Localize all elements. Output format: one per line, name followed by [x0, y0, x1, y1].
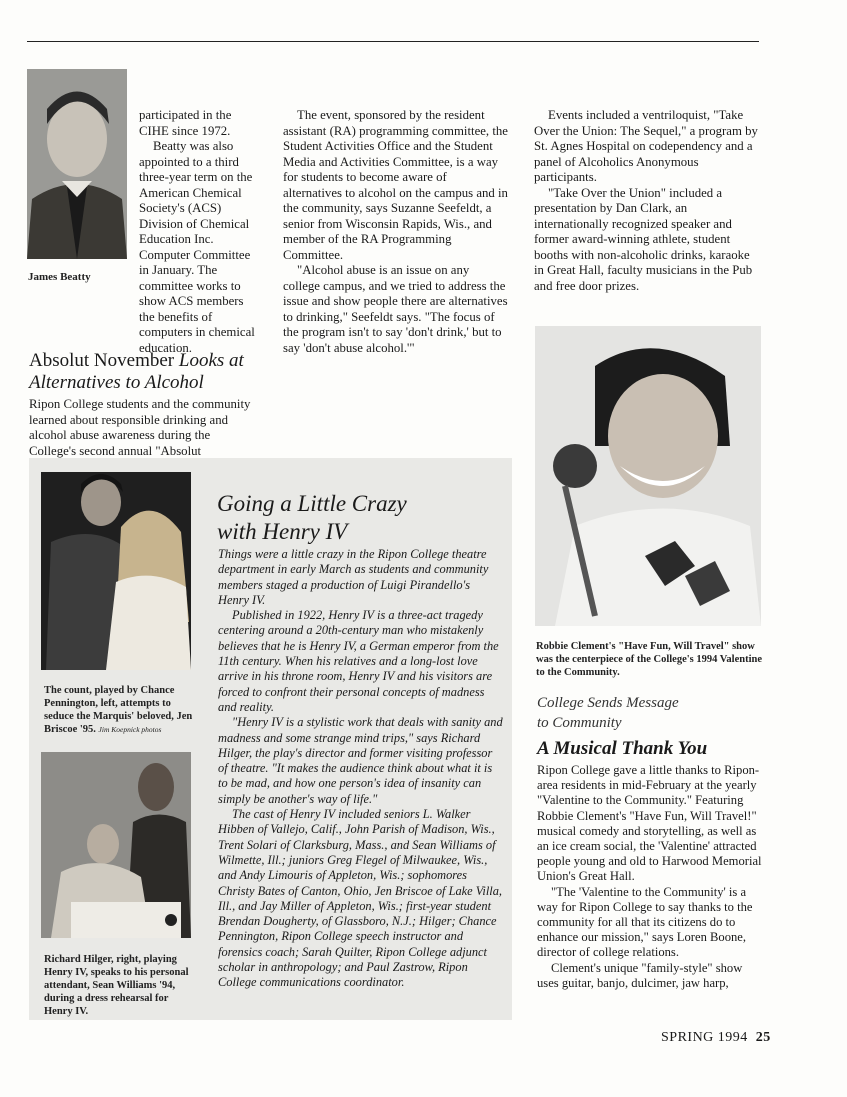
absolut-p4: Events included a ventriloquist, "Take Over the Union: The Sequel," a program by St. Agnes Hospital on codependency and a panel of Alcoholics Anonymous participants.: [534, 108, 758, 184]
absolut-column-3: [534, 108, 760, 294]
beatty-text-narrow: [139, 108, 257, 356]
henry-p2: Published in 1922, Henry IV is a three-act tragedy centering around a 20th-century man who mistakenly believes that he is Henry IV, a German emperor from the 11th century. When his relatives and a long-lost love arrive in his throne room, Henry IV and his visitors are forced to confront their personal concepts of madness and reality.: [218, 608, 499, 714]
absolut-headline: [29, 350, 259, 394]
henry-body: [218, 547, 504, 991]
clement-caption: Robbie Clement's "Have Fun, Will Travel" show was the centerpiece of the College's 1994 Valentine to the Community.: [536, 641, 763, 678]
absolut-column-2: [283, 108, 508, 356]
henry-caption-1: [44, 684, 194, 736]
clement-photo: [535, 326, 761, 626]
henry-caption-2: Richard Hilger, right, playing Henry IV, speaks to his personal attendant, Sean Williams '94, during a dress rehearsal for Henry IV.: [44, 954, 189, 1017]
page-number: 25: [755, 1030, 771, 1045]
valentine-headline: A Musical Thank You: [537, 738, 708, 759]
henry-photo-2: [41, 752, 191, 938]
issue-label: SPRING 1994: [661, 1030, 748, 1045]
valentine-p2: "The 'Valentine to the Community' is a way for Ripon College to say thanks to the community for all that its citizens do to enhance our mission," says Loren Boone, director of college relations.: [537, 884, 753, 960]
henry-title-line-2: with Henry IV: [217, 519, 348, 544]
beatty-p2: Beatty was also appointed to a third three-year term on the American Chemical Society's (ACS) Division of Chemical Education Inc. Computer Committee in January. The committee works to show ACS members the benefits of computers in chemical education.: [139, 139, 255, 355]
absolut-intro-text: Ripon College students and the community learned about responsible drinking and alcohol abuse awareness during the College's second annual "Absolut: [29, 397, 251, 458]
henry-p4: The cast of Henry IV included seniors L. Walker Hibben of Vallejo, Calif., John Parish of Madison, Wis., Trent Solari of Clarksburg, Mass., and Sean Williams of Wilmette, Ill.; juniors Greg Flegel of Milwaukee, Wis., and Andy Limouris of Appleton, Wis.; sophomores Christy Bates of Canton, Ohio, Jen Briscoe of Lake Villa, Ill., and Jay Miller of Appleton, Wis.; first-year student Brendan Dougherty, of Glassboro, N.J.; Hilger; Chance Pennington, Ripon College speech instructor and forensics coach; Sarah Quilter, Ripon College adjunct scholar in anthropology; and Paul Zastrow, Ripon College communications coordinator.: [218, 807, 503, 990]
photo-credit: Jim Koepnick photos: [98, 725, 162, 734]
beatty-caption: James Beatty: [28, 271, 91, 283]
absolut-p2: The event, sponsored by the resident assistant (RA) programming committee, the Student Activities Office and the Student Media and Activities Committee, is a way for students to become aware of alternatives to alcohol on the campus and in the community, says Suzanne Seefeldt, a senior from Wisconsin Rapids, Wis., and member of the RA Programming Committee.: [283, 108, 508, 262]
beatty-p1: participated in the CIHE since 1972.: [139, 108, 232, 138]
valentine-kicker-line-2: to Community: [537, 715, 622, 731]
valentine-p3: Clement's unique "family-style" show uses guitar, banjo, dulcimer, jaw harp,: [537, 960, 743, 990]
henry-p1: Things were a little crazy in the Ripon College theatre department in early March as students and community members staged a production of Luigi Pirandello's Henry IV.: [218, 547, 489, 607]
valentine-p1: Ripon College gave a little thanks to Ripon-area residents in mid-February at the yearly "Valentine to the Community." Featuring Robbie Clement's "Have Fun, Will Travel!" musical comedy and storytelling, as well as an ice cream social, the 'Valentine' attracted people young and old to Harwood Memorial Union's Great Hall.: [537, 763, 762, 884]
top-rule: [27, 41, 759, 42]
valentine-body: [537, 763, 762, 991]
henry-title-line-1: Going a Little Crazy: [217, 491, 407, 516]
henry-caption-1-text: The count, played by Chance Pennington, left, attempts to seduce the Marquis' beloved, Jen Briscoe '95.: [44, 685, 193, 735]
page-footer: [661, 1030, 771, 1046]
henry-photo-1: [41, 472, 191, 670]
absolut-p5: "Take Over the Union" included a presentation by Dan Clark, an internationally recognized speaker and former award-winning athlete, student booths with non-alcoholic drinks, karaoke in Great Hall, faculty musicians in the Pub and free door prizes.: [534, 185, 753, 293]
absolut-p3: "Alcohol abuse is an issue on any college campus, and we tried to address the issue and show people there are alternatives to drinking," Seefeldt says. "The focus of the program isn't to say 'don't drink,' but to say 'don't abuse alcohol.'": [283, 263, 508, 355]
valentine-kicker: [537, 693, 762, 733]
beatty-photo: [27, 69, 127, 259]
henry-title: [217, 490, 507, 546]
henry-p3: "Henry IV is a stylistic work that deals with sanity and madness and some strange mind trips," says Richard Hilger, the play's director and former visiting professor of theatre. "It makes the audience think about what it is to be mad, and how one person's idea of insanity can simply be another's way of life.": [218, 715, 503, 806]
absolut-headline-italic: Looks at Alternatives to Alcohol: [29, 350, 244, 393]
valentine-kicker-line-1: College Sends Message: [537, 695, 679, 711]
absolut-headline-plain: Absolut November: [29, 350, 179, 371]
